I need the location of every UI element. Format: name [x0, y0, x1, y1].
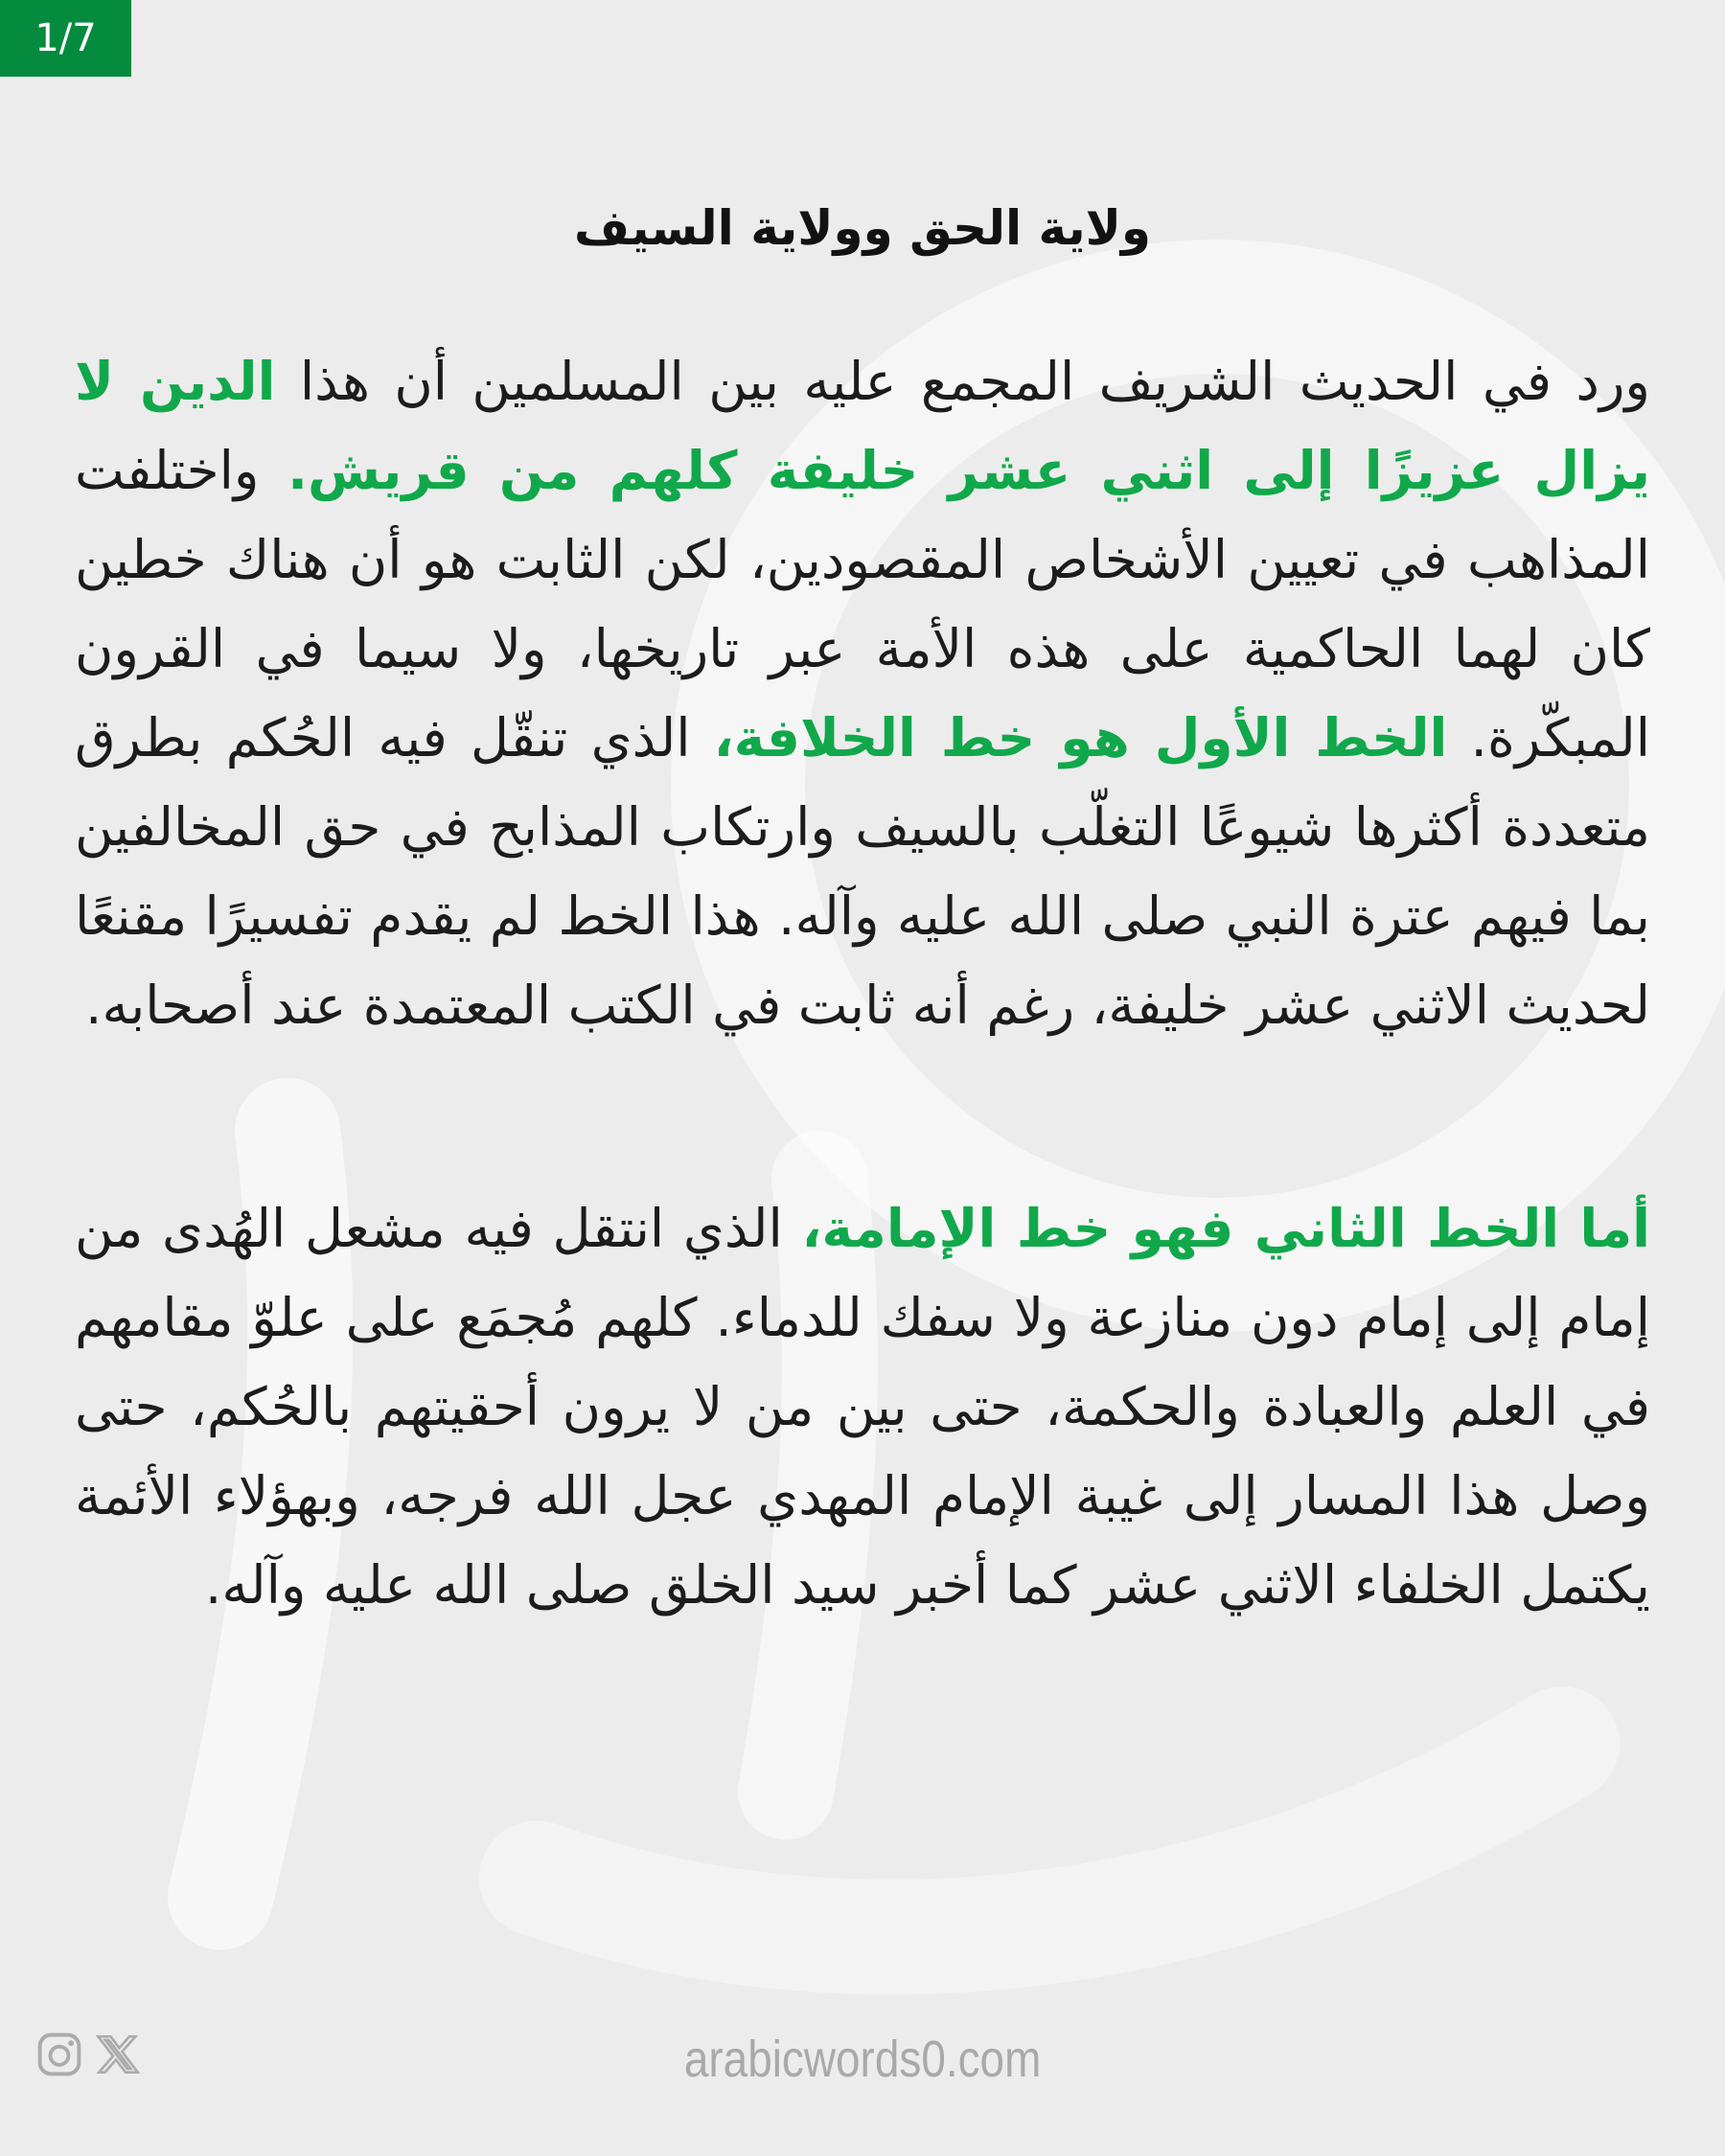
body-text-segment: الذي تنقّل فيه الحُكم بطرق متعددة أكثرها شيوعًا التغلّب بالسيف وارتكاب المذابح في حق المخالفين بما فيهم عترة النبي صلى الله عليه وآله. هذا الخط لم يقدم تفسيرًا مقنعًا لحديث الاثني عشر خليفة، رغم أنه ثابت في الكتب المعتمدة عند أصحابه.: [75, 707, 1650, 1036]
highlighted-text: أما الخط الثاني فهو خط الإمامة،: [801, 1198, 1650, 1259]
article-paragraph-2: [75, 1184, 1650, 1630]
page-title: ولاية الحق وولاية السيف: [574, 199, 1151, 256]
article-body: [75, 337, 1650, 1630]
article-paragraph-1: [75, 337, 1650, 1050]
body-text-segment: ورد في الحديث الشريف المجمع عليه بين المسلمين أن هذا: [275, 351, 1650, 412]
page-counter-badge: 1/7: [0, 0, 131, 77]
highlighted-text: الخط الأول هو خط الخلافة،: [713, 707, 1448, 768]
body-text-segment: الذي انتقل فيه مشعل الهُدى من إمام إلى إمام دون منازعة ولا سفك للدماء. كلهم مُجمَع على علوّ مقامهم في العلم والعبادة والحكمة، حتى بين من لا يرون أحقيتهم بالحُكم، حتى وصل هذا المسار إلى غيبة الإمام المهدي عجل الله فرجه، وبهؤلاء الأئمة يكتمل الخلفاء الاثني عشر كما أخبر سيد الخلق صلى الله عليه وآله.: [75, 1198, 1650, 1616]
body-text-segment: واختلفت المذاهب في تعيين الأشخاص المقصودين، لكن الثابت هو أن هناك خطين كان لهما الحاكمية على هذه الأمة عبر تاريخها، ولا سيما في القرون المبكّرة.: [75, 440, 1651, 768]
footer: [0, 2018, 1725, 2104]
highlighted-text: الدين لا يزال عزيزًا إلى اثني عشر خليفة كلهم من قريش.: [75, 351, 1650, 501]
site-url: arabicwords0.com: [683, 2030, 1042, 2088]
